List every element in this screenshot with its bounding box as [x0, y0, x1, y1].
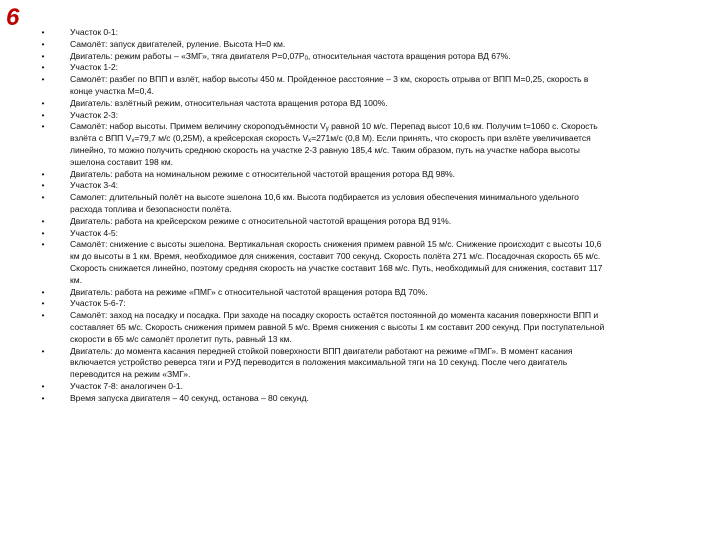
- list-item-text: Двигатель: работа на режиме «ПМГ» с относительной частотой вращения ротора ВД 70%.: [70, 286, 428, 297]
- list-item-text: Двигатель: до момента касания передней стойкой поверхности ВПП двигатели работают на режиме «ПМГ». В момент касания включается устройство реверса тяги и РУД переводится в положения максимальной тяги на 10 секунд. После чего двигатель переводится на режим «ЗМГ».: [70, 345, 573, 380]
- list-item: [40, 216, 605, 228]
- bullet-icon: •: [41, 110, 45, 120]
- list-item: [40, 239, 605, 286]
- bullet-icon: •: [41, 381, 45, 391]
- list-item-text: Двигатель: работа на крейсерском режиме с относительной частотой вращения ротора ВД 91%.: [70, 215, 452, 226]
- list-item: [40, 98, 605, 110]
- list-item: [40, 62, 605, 74]
- list-item: [40, 121, 605, 168]
- list-item: [40, 346, 605, 381]
- subscript-text: y: [325, 126, 329, 133]
- list-item-text: Двигатель: режим работы – «ЗМГ», тяга двигателя P=0,07P: [70, 50, 305, 61]
- subscript-text: x: [131, 138, 135, 145]
- list-item: [40, 310, 605, 345]
- list-item-text: Участок 0-1:: [70, 27, 118, 37]
- list-item: [40, 381, 605, 393]
- bullet-icon: •: [41, 240, 45, 250]
- list-item: [40, 192, 605, 216]
- list-item: [40, 74, 605, 98]
- bullet-icon: •: [41, 346, 45, 356]
- list-item: [40, 393, 605, 405]
- bullet-icon: •: [41, 193, 45, 203]
- bullet-icon: •: [41, 63, 45, 73]
- list-item-text: Двигатель: взлётный режим, относительная частота вращения ротора ВД 100%.: [70, 97, 388, 108]
- bullet-icon: •: [41, 311, 45, 321]
- list-item-text: Участок 3-4:: [70, 180, 118, 191]
- list-item-text: Самолёт: набор высоты. Примем величину скороподъёмности V: [70, 121, 326, 132]
- bullet-icon: •: [41, 181, 45, 191]
- subscript-text: x: [308, 138, 312, 145]
- subscript-text: 0: [304, 55, 308, 62]
- list-item-text: Самолет: длительный полёт на высоте эшелона 10,6 км. Высота подбирается из условия обеспечения минимального удельного расхода топлива и безопасности полёта.: [70, 192, 579, 214]
- list-item: [40, 287, 605, 299]
- list-item-text: Участок 1-2:: [70, 62, 118, 73]
- list-item: [40, 228, 605, 240]
- list-item-text: Время запуска двигателя – 40 секунд, останова – 80 секунд.: [70, 392, 309, 403]
- list-item-text: Участок 5-6-7:: [70, 298, 126, 309]
- list-item: [40, 27, 605, 39]
- list-item-text: Участок 2-3:: [70, 109, 118, 120]
- list-item-text: Самолёт: заход на посадку и посадка. При заходе на посадку скорость остаётся постоянной до момента касания поверхности ВПП и составляет 65 м/с. Скорость снижения примем равной 5 м/с. Время снижения с высоты 1 км составит 200 секунд. При поступательной скорости в 65 м/с самолёт пролетит путь, равный 13 км.: [70, 310, 605, 344]
- list-item-text: Самолёт: снижение с высоты эшелона. Вертикальная скорость снижения примем равной 15 м/с. Снижение происходит с высоты 10,6 км до высоты в 1 км. Время, необходимое для снижения, составит 700 секунд. Скорость полёта 271 м/с. Посадочная скорость 65 м/с. Скорость снижается линейно, поэтому средняя скорость на участке составит 168 м/с. Путь, необходимый для снижения, составит 117 км.: [70, 239, 603, 285]
- bullet-icon: •: [41, 51, 45, 61]
- bullet-icon: •: [41, 287, 45, 297]
- list-item: [40, 180, 605, 192]
- bullet-icon: •: [41, 28, 45, 37]
- bullet-icon: •: [41, 299, 45, 309]
- bullet-icon: •: [41, 169, 45, 179]
- list-item: [40, 39, 605, 51]
- bullet-icon: •: [41, 39, 45, 49]
- list-item: [40, 298, 605, 310]
- bullet-icon: •: [41, 75, 45, 85]
- list-item-text: равной 10 м/с. Перепад высот 10,6 км. Получим t=1060 с. Скорость взлёта с ВПП V: [70, 121, 598, 144]
- slide-number: 6: [6, 4, 20, 31]
- list-item-text: , относительная частота вращения ротора ВД 67%.: [307, 50, 511, 61]
- list-item-text: Самолёт: запуск двигателей, руление. Высота H=0 км.: [70, 38, 286, 49]
- list-item-text: Самолёт: разбег по ВПП и взлёт, набор высоты 450 м. Пройденное расстояние – 3 км, скорость отрыва от ВПП M=0,25, скорость в конце участка M=0,4.: [70, 74, 589, 96]
- bullet-icon: •: [41, 122, 45, 132]
- bullet-icon: •: [41, 228, 45, 238]
- bullet-list: [40, 27, 605, 405]
- list-item-text: =271м/с (0,8 M). Если принять, что скорость при взлёте увеличивается линейно, то можно получить среднюю скорость на участке 2-3 равную 185,4 м/с. Таким образом, путь на участке набора высоты эшелона составит 198 км.: [70, 133, 591, 167]
- bullet-icon: •: [41, 98, 45, 108]
- list-item-text: =79,7 м/с (0,25M), а крейсерская скорость V: [134, 133, 309, 144]
- bullet-icon: •: [41, 393, 45, 403]
- list-item-text: Двигатель: работа на номинальном режиме с относительной частотой вращения ротора ВД 98%.: [70, 168, 455, 179]
- list-item: [40, 51, 605, 63]
- list-item: [40, 169, 605, 181]
- list-item-text: Участок 4-5:: [70, 227, 118, 238]
- bullet-icon: •: [41, 216, 45, 226]
- list-item: [40, 110, 605, 122]
- list-item-text: Участок 7-8: аналогичен 0-1.: [70, 380, 183, 391]
